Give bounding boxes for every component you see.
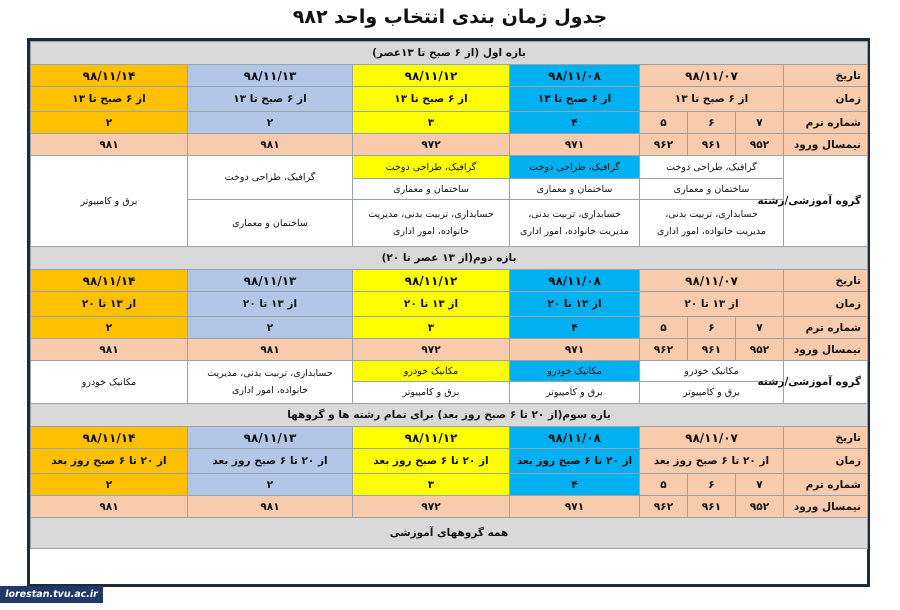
p3-term-d1-b: ۶	[688, 474, 736, 496]
p2-group-d4	[188, 361, 353, 404]
p2-date-day2: ۹۸/۱۱/۰۸	[510, 270, 640, 292]
p2-group-d4-line1: حسابداری، تربیت بدنی، مدیریت	[207, 368, 333, 379]
p3-term-d1-a: ۷	[736, 474, 784, 496]
p3-term-day3: ۳	[353, 474, 510, 496]
p3-term-d1-c: ۵	[640, 474, 688, 496]
time-label: زمان	[784, 292, 868, 317]
period1-group-row-a	[31, 156, 868, 179]
p1-term-day4: ۲	[188, 112, 353, 134]
p2-time-day2: از ۱۳ تا ۲۰	[510, 292, 640, 317]
p3-entry-day4: ۹۸۱	[188, 496, 353, 518]
p2-term-day2: ۴	[510, 317, 640, 339]
date-label: تاریخ	[784, 270, 868, 292]
p1-time-day2: از ۶ صبح تا ۱۳	[510, 87, 640, 112]
date-label: تاریخ	[784, 427, 868, 449]
period2-entry-row	[31, 339, 868, 361]
period2-date-row	[31, 270, 868, 292]
p1-group-d3-c-line1: حسابداری، تربیت بدنی، مدیریت	[368, 209, 494, 220]
p1-group-d2-b: ساختمان و معماری	[510, 179, 640, 200]
period2-header: بازه دوم(از ۱۳ عصر تا ۲۰)	[31, 247, 868, 270]
p1-date-day4: ۹۸/۱۱/۱۳	[188, 65, 353, 87]
p1-date-day1: ۹۸/۱۱/۰۷	[640, 65, 784, 87]
p2-date-day1: ۹۸/۱۱/۰۷	[640, 270, 784, 292]
p2-group-d1-a: مکانیک خودرو	[640, 361, 784, 382]
p2-term-day3: ۳	[353, 317, 510, 339]
entry-label: نیمسال ورود	[784, 339, 868, 361]
p2-entry-day4: ۹۸۱	[188, 339, 353, 361]
p3-entry-day3: ۹۷۲	[353, 496, 510, 518]
p1-entry-d1-b: ۹۶۱	[688, 134, 736, 156]
p1-group-d2-c-line1: حسابداری، تربیت بدنی،	[528, 209, 621, 220]
p3-time-day2: از ۲۰ تا ۶ صبح روز بعد	[510, 449, 640, 474]
p3-entry-day2: ۹۷۱	[510, 496, 640, 518]
p3-term-day4: ۲	[188, 474, 353, 496]
period3-entry-row	[31, 496, 868, 518]
p1-entry-d1-a: ۹۵۲	[736, 134, 784, 156]
period3-time-row	[31, 449, 868, 474]
period3-date-row	[31, 427, 868, 449]
p2-entry-day5: ۹۸۱	[31, 339, 188, 361]
p1-group-d1-c-line2: مدیریت خانواده، امور اداری	[657, 226, 766, 237]
p2-group-d4-line2: خانواده، امور اداری	[231, 385, 309, 396]
p2-time-day4: از ۱۳ تا ۲۰	[188, 292, 353, 317]
period2-group-row-a	[31, 361, 868, 382]
page-title: جدول زمان بندی انتخاب واحد ۹۸۲	[292, 6, 608, 28]
p1-entry-day2: ۹۷۱	[510, 134, 640, 156]
p2-term-d1-a: ۷	[736, 317, 784, 339]
group-label: گروه آموزشی/رشته	[784, 156, 868, 247]
p3-entry-d1-a: ۹۵۲	[736, 496, 784, 518]
p1-time-day1: از ۶ صبح تا ۱۳	[640, 87, 784, 112]
p1-term-d1-c: ۵	[640, 112, 688, 134]
p1-group-d2-a: گرافیک، طراحی دوخت	[510, 156, 640, 179]
p2-entry-d1-a: ۹۵۲	[736, 339, 784, 361]
period2-term-row	[31, 317, 868, 339]
p2-term-d1-b: ۶	[688, 317, 736, 339]
term-label: شماره ترم	[784, 474, 868, 496]
p2-group-d3-b: برق و کامپیوتر	[353, 382, 510, 404]
p3-time-day4: از ۲۰ تا ۶ صبح روز بعد	[188, 449, 353, 474]
p2-group-d5: مکانیک خودرو	[31, 361, 188, 404]
p1-date-day3: ۹۸/۱۱/۱۲	[353, 65, 510, 87]
p1-entry-d1-c: ۹۶۲	[640, 134, 688, 156]
p1-term-day5: ۲	[31, 112, 188, 134]
term-label: شماره ترم	[784, 317, 868, 339]
p2-time-day1: از ۱۳ تا ۲۰	[640, 292, 784, 317]
p3-date-day2: ۹۸/۱۱/۰۸	[510, 427, 640, 449]
p3-time-day1: از ۲۰ تا ۶ صبح روز بعد	[640, 449, 784, 474]
p3-date-day5: ۹۸/۱۱/۱۴	[31, 427, 188, 449]
p2-term-d1-c: ۵	[640, 317, 688, 339]
p1-term-d1-a: ۷	[736, 112, 784, 134]
p2-term-day4: ۲	[188, 317, 353, 339]
p1-group-d3-c-line2: خانواده، امور اداری	[392, 226, 470, 237]
p2-time-day5: از ۱۳ تا ۲۰	[31, 292, 188, 317]
p2-date-day5: ۹۸/۱۱/۱۴	[31, 270, 188, 292]
p2-group-d3-a: مکانیک خودرو	[353, 361, 510, 382]
period3-term-row	[31, 474, 868, 496]
p1-time-day3: از ۶ صبح تا ۱۳	[353, 87, 510, 112]
p1-group-d1-b: ساختمان و معماری	[640, 179, 784, 200]
period1-entry-row	[31, 134, 868, 156]
time-label: زمان	[784, 87, 868, 112]
p2-group-d1-b: برق و کامپیوتر	[640, 382, 784, 404]
p2-term-day5: ۲	[31, 317, 188, 339]
p3-entry-day5: ۹۸۱	[31, 496, 188, 518]
p1-term-day3: ۳	[353, 112, 510, 134]
p1-group-d4-a: گرافیک، طراحی دوخت	[188, 156, 353, 200]
p1-group-d4-b: ساختمان و معماری	[188, 200, 353, 247]
p1-group-d3-c	[353, 200, 510, 247]
entry-label: نیمسال ورود	[784, 134, 868, 156]
group-label: گروه آموزشی/رشته	[784, 361, 868, 404]
p3-time-day3: از ۲۰ تا ۶ صبح روز بعد	[353, 449, 510, 474]
time-label: زمان	[784, 449, 868, 474]
p1-date-day5: ۹۸/۱۱/۱۴	[31, 65, 188, 87]
p3-term-day2: ۴	[510, 474, 640, 496]
period2-header-row	[31, 247, 868, 270]
p3-date-day4: ۹۸/۱۱/۱۳	[188, 427, 353, 449]
entry-label: نیمسال ورود	[784, 496, 868, 518]
p3-date-day3: ۹۸/۱۱/۱۲	[353, 427, 510, 449]
p1-entry-day5: ۹۸۱	[31, 134, 188, 156]
period1-time-row	[31, 87, 868, 112]
p1-term-d1-b: ۶	[688, 112, 736, 134]
p1-group-d1-a: گرافیک، طراحی دوخت	[640, 156, 784, 179]
period1-date-row	[31, 65, 868, 87]
period1-term-row	[31, 112, 868, 134]
p2-group-d2-b: برق و کامپیوتر	[510, 382, 640, 404]
p2-time-day3: از ۱۳ تا ۲۰	[353, 292, 510, 317]
period3-header: بازه سوم(از ۲۰ تا ۶ صبح روز بعد) برای تمام رشته ها و گروهها	[31, 404, 868, 427]
p3-term-day5: ۲	[31, 474, 188, 496]
p2-date-day3: ۹۸/۱۱/۱۲	[353, 270, 510, 292]
date-label: تاریخ	[784, 65, 868, 87]
p1-group-d5: برق و کامپیوتر	[31, 156, 188, 247]
p2-entry-day2: ۹۷۱	[510, 339, 640, 361]
p1-group-d3-a: گرافیک، طراحی دوخت	[353, 156, 510, 179]
p1-term-day2: ۴	[510, 112, 640, 134]
term-label: شماره ترم	[784, 112, 868, 134]
site-brand-label: lorestan.tvu.ac.ir	[0, 586, 103, 603]
period3-footer-row	[31, 518, 868, 549]
schedule-table	[30, 41, 868, 549]
period2-time-row	[31, 292, 868, 317]
p1-group-d2-c-line2: مدیریت خانواده، امور اداری	[520, 226, 629, 237]
period3-footer: همه گروههای آموزشی	[31, 518, 868, 549]
p3-entry-d1-c: ۹۶۲	[640, 496, 688, 518]
p2-entry-day3: ۹۷۲	[353, 339, 510, 361]
p3-date-day1: ۹۸/۱۱/۰۷	[640, 427, 784, 449]
p1-time-day4: از ۶ صبح تا ۱۳	[188, 87, 353, 112]
p2-group-d2-a: مکانیک خودرو	[510, 361, 640, 382]
period3-header-row	[31, 404, 868, 427]
period1-header-row	[31, 42, 868, 65]
p1-date-day2: ۹۸/۱۱/۰۸	[510, 65, 640, 87]
p2-entry-d1-c: ۹۶۲	[640, 339, 688, 361]
p2-entry-d1-b: ۹۶۱	[688, 339, 736, 361]
p3-time-day5: از ۲۰ تا ۶ صبح روز بعد	[31, 449, 188, 474]
p1-group-d1-c-line1: حسابداری، تربیت بدنی،	[665, 209, 758, 220]
p3-entry-d1-b: ۹۶۱	[688, 496, 736, 518]
p1-entry-day4: ۹۸۱	[188, 134, 353, 156]
p1-time-day5: از ۶ صبح تا ۱۳	[31, 87, 188, 112]
p1-group-d2-c	[510, 200, 640, 247]
p1-group-d3-b: ساختمان و معماری	[353, 179, 510, 200]
period1-header: بازه اول (از ۶ صبح تا ۱۳عصر)	[31, 42, 868, 65]
p2-date-day4: ۹۸/۱۱/۱۳	[188, 270, 353, 292]
p1-entry-day3: ۹۷۲	[353, 134, 510, 156]
